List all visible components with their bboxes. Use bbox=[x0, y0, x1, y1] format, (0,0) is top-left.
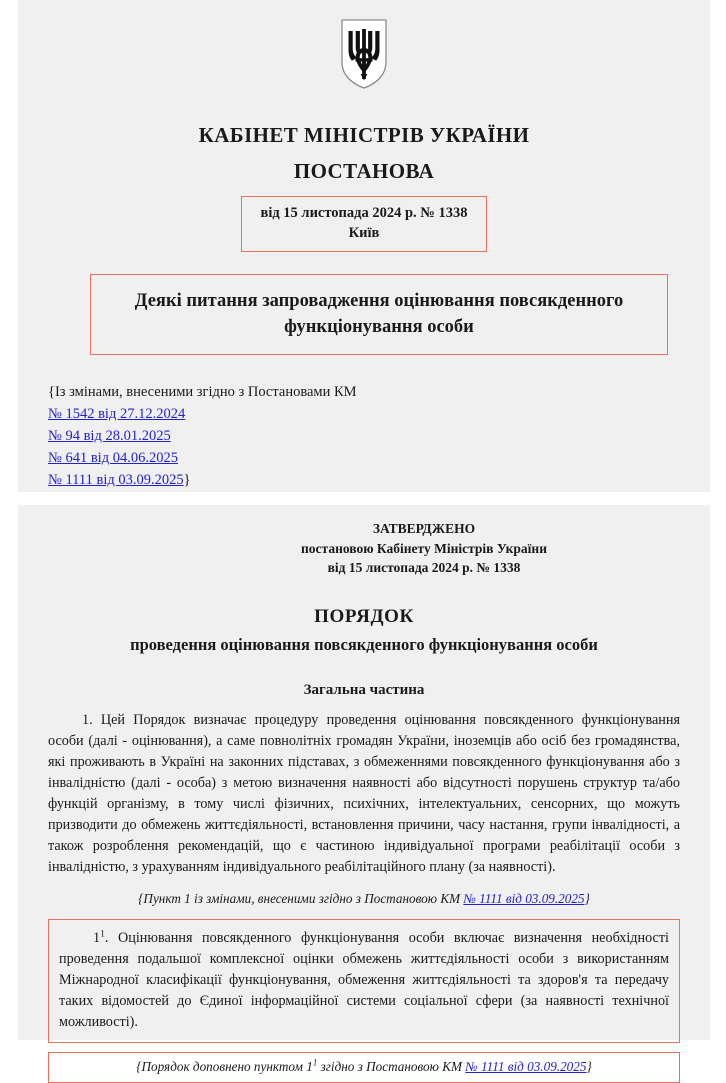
document-date-highlight-box bbox=[241, 196, 487, 252]
approval-date: від 15 листопада 2024 р. № 1338 bbox=[327, 560, 521, 576]
note-2-link-1111[interactable]: № 1111 від 03.09.2025 bbox=[465, 1058, 587, 1074]
note-2-suffix: } bbox=[586, 1058, 592, 1074]
amendment-link-row bbox=[48, 447, 680, 469]
amendments-intro: {Із змінами, внесеними згідно з Постановами КМ bbox=[48, 384, 357, 401]
document-title-highlight-box bbox=[90, 274, 668, 355]
approval-block bbox=[48, 519, 680, 578]
annex-kind-heading: ПОРЯДОК bbox=[314, 605, 414, 627]
amendments-block bbox=[48, 381, 680, 491]
amendment-link-641[interactable]: № 641 від 04.06.2025 bbox=[48, 450, 178, 467]
amendment-link-1542[interactable]: № 1542 від 27.12.2024 bbox=[48, 406, 186, 423]
paragraph-1-1-superscript: 1 bbox=[100, 927, 105, 939]
document-date-line: від 15 листопада 2024 р. № 1338 bbox=[260, 205, 468, 221]
ukraine-coat-of-arms-trident-icon bbox=[338, 18, 390, 90]
amendment-link-row bbox=[48, 403, 680, 425]
paragraph-1-1-highlight-box bbox=[48, 919, 680, 1043]
amendment-note-highlight-box bbox=[48, 1052, 680, 1083]
note-1-suffix: } bbox=[584, 891, 590, 907]
section-heading-general-part: Загальна частина bbox=[303, 681, 425, 698]
paragraph-1-1 bbox=[59, 928, 669, 1033]
amendment-link-row bbox=[48, 469, 680, 491]
amendment-link-1111[interactable]: № 1111 від 03.09.2025 bbox=[48, 472, 184, 489]
paragraph-1: 1. Цей Порядок визначає процедуру проведення оцінювання повсякденного функціонування особи (далі - оцінювання), а саме повнолітніх громадян України, іноземців або осіб без громадянства, які проживають в Україні на законних підставах, з обмеженнями повсякденного функціонування або з інвалідністю (далі - особа) з метою визначення наявності або відсутності порушень структур та/або функцій організму, в тому числі фізичних, психічних, інтелектуальних, сенсорних, що можуть призводити до обмежень життєдіяльності, встановлення причини, часу настання, групи інвалідності, а також розроблення рекомендацій, що є частиною індивідуальної програми реабілітації особи з інвалідністю, з урахуванням індивідуального реабілітаційного плану (за наявності). bbox=[48, 711, 680, 876]
amendment-suffix-4: } bbox=[183, 472, 191, 489]
government-title: КАБІНЕТ МІНІСТРІВ УКРАЇНИ bbox=[198, 123, 530, 147]
document-page-poryadok bbox=[18, 505, 710, 1074]
note-1-link-1111[interactable]: № 1111 від 03.09.2025 bbox=[463, 891, 585, 907]
amendment-link-row bbox=[48, 425, 680, 447]
amendment-note-paragraph-1-1 bbox=[59, 1058, 669, 1076]
note-1-prefix: {Пункт 1 із змінами, внесеними згідно з Постановою КМ bbox=[138, 891, 464, 907]
approval-heading: ЗАТВЕРДЖЕНО bbox=[372, 521, 476, 536]
page-separator-gap bbox=[0, 492, 726, 505]
document-city: Київ bbox=[348, 224, 380, 241]
emblem-container bbox=[48, 0, 680, 95]
approval-authority: постановою Кабінету Міністрів України bbox=[301, 540, 547, 556]
note-2-superscript: 1 bbox=[312, 1057, 318, 1068]
amendment-note-paragraph-1 bbox=[48, 890, 680, 908]
note-2-prefix: {Порядок доповнено пунктом 1 bbox=[136, 1058, 313, 1074]
paragraph-1-1-number: 1 bbox=[93, 929, 101, 946]
document-page-postanova bbox=[18, 0, 710, 492]
document-title: Деякі питання запровадження оцінювання повсякденного функціонування особи bbox=[134, 291, 624, 337]
paragraph-1-1-text: . Оцінювання повсякденного функціонування особи включає визначення необхідності проведення подальшої комплексної оцінки обмежень життєдіяльності особи з використанням Міжнародної класифікації функціонування, обмеження життєдіяльності та здоров'я та передачу таких відомостей до Єдиної інформаційної системи соціальної сфери (за наявності технічної можливості). bbox=[59, 929, 669, 1030]
amendment-link-94[interactable]: № 94 від 28.01.2025 bbox=[48, 428, 171, 445]
document-kind-heading: ПОСТАНОВА bbox=[293, 159, 435, 183]
annex-subtitle: проведення оцінювання повсякденного функціонування особи bbox=[130, 634, 598, 654]
note-2-mid: згідно з Постановою КМ bbox=[317, 1058, 466, 1074]
